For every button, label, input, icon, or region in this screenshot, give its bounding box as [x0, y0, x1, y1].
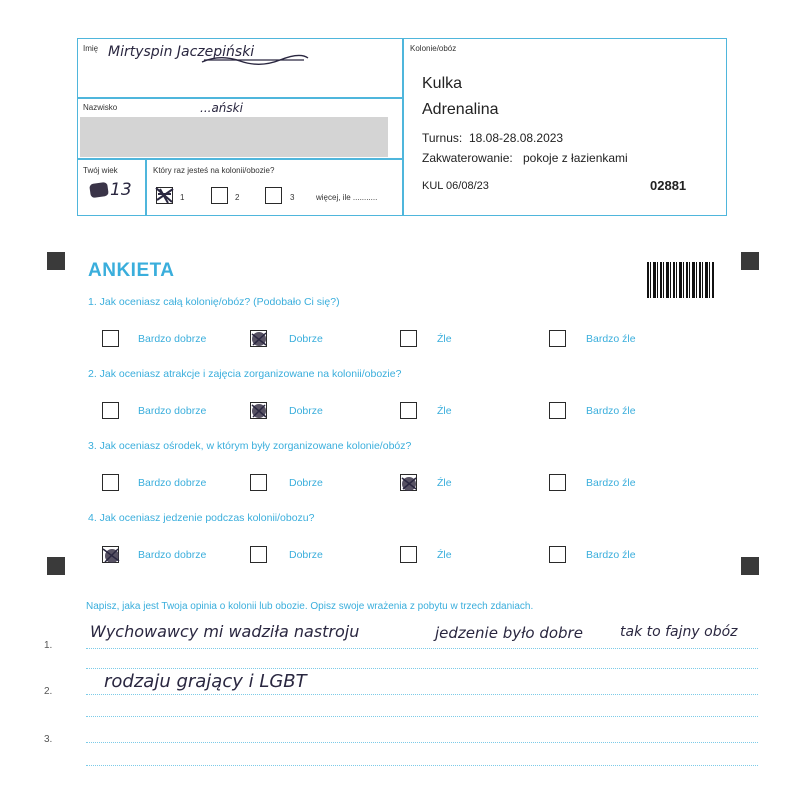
camp-name-2: Adrenalina: [422, 101, 499, 118]
q3-label-bardzo-dobrze: Bardzo dobrze: [138, 477, 207, 489]
question-4: 4. Jak oceniasz jedzenie podczas kolonii/obozu?: [88, 512, 315, 524]
turnus-label: Turnus:: [422, 131, 463, 145]
q4-option-dobrze[interactable]: [250, 546, 267, 563]
zakw-label: Zakwaterowanie:: [422, 151, 513, 165]
header-hline-1: [77, 97, 403, 99]
question-1: 1. Jak oceniasz całą kolonię/obóz? (Podobało Ci się?): [88, 296, 340, 308]
header-vline-age: [145, 158, 147, 216]
wiek-label: Twój wiek: [83, 166, 118, 175]
survey-title: ANKIETA: [88, 260, 175, 281]
redaction-block: [80, 117, 388, 157]
q1-label-zle: Źle: [437, 333, 452, 345]
header-hline-2: [77, 158, 403, 160]
answer-line-1b[interactable]: [86, 668, 758, 669]
question-3: 3. Jak oceniasz ośrodek, w którym były zorganizowane kolonie/obóz?: [88, 440, 412, 452]
q1-label-bardzo-zle: Bardzo źle: [586, 333, 636, 345]
wiek-field[interactable]: 13: [110, 180, 132, 200]
kolonie-label: Kolonie/obóz: [410, 44, 457, 53]
q2-check-scribble: [248, 400, 270, 422]
q1-option-zle[interactable]: [400, 330, 417, 347]
zakw-value: pokoje z łazienkami: [523, 151, 628, 165]
q4-label-zle: Źle: [437, 549, 452, 561]
q3-label-dobrze: Dobrze: [289, 477, 323, 489]
q4-option-bardzo-zle[interactable]: [549, 546, 566, 563]
q3-option-dobrze[interactable]: [250, 474, 267, 491]
ktory-scribble-1: [153, 184, 177, 206]
answer-line-2b[interactable]: [86, 716, 758, 717]
q4-check-scribble: [100, 544, 122, 566]
answer-line-2[interactable]: [86, 694, 758, 695]
q3-option-bardzo-dobrze[interactable]: [102, 474, 119, 491]
ktory-checkbox-2[interactable]: [211, 187, 228, 204]
barcode: [647, 262, 715, 298]
ktory-option-1: 1: [180, 193, 185, 202]
answer-line-1[interactable]: [86, 648, 758, 649]
ktory-option-2: 2: [235, 193, 240, 202]
registration-mark-br: [741, 557, 759, 575]
q1-option-bardzo-zle[interactable]: [549, 330, 566, 347]
answer-line-3[interactable]: [86, 742, 758, 743]
ktory-checkbox-3[interactable]: [265, 187, 282, 204]
camp-code: KUL 06/08/23: [422, 180, 489, 192]
q2-option-bardzo-zle[interactable]: [549, 402, 566, 419]
q1-label-dobrze: Dobrze: [289, 333, 323, 345]
q2-label-bardzo-zle: Bardzo źle: [586, 405, 636, 417]
registration-mark-bl: [47, 557, 65, 575]
answer-text-1a: Wychowawcy mi wadziła nastroju: [90, 622, 360, 641]
line-number-2: 2.: [44, 686, 53, 697]
registration-mark-tl: [47, 252, 65, 270]
question-2: 2. Jak oceniasz atrakcje i zajęcia zorganizowane na kolonii/obozie?: [88, 368, 402, 380]
registration-mark-tr: [741, 252, 759, 270]
answer-line-3b[interactable]: [86, 765, 758, 766]
line-number-1: 1.: [44, 640, 53, 651]
q3-label-bardzo-zle: Bardzo źle: [586, 477, 636, 489]
nazwisko-field[interactable]: ...ański: [200, 101, 243, 115]
q3-check-scribble: [398, 472, 420, 494]
q3-label-zle: Źle: [437, 477, 452, 489]
q3-option-bardzo-zle[interactable]: [549, 474, 566, 491]
strike-scribble: [200, 52, 310, 68]
q2-label-bardzo-dobrze: Bardzo dobrze: [138, 405, 207, 417]
form-number: 02881: [650, 178, 687, 193]
q2-option-zle[interactable]: [400, 402, 417, 419]
line-number-3: 3.: [44, 734, 53, 745]
answer-text-2: rodzaju grający i LGBT: [104, 671, 307, 692]
imie-label: Imię: [83, 44, 99, 53]
q1-label-bardzo-dobrze: Bardzo dobrze: [138, 333, 207, 345]
answer-text-1b: jedzenie było dobre: [435, 624, 583, 642]
header-divider: [402, 38, 404, 216]
q4-label-bardzo-dobrze: Bardzo dobrze: [138, 549, 207, 561]
q4-option-zle[interactable]: [400, 546, 417, 563]
q2-label-zle: Źle: [437, 405, 452, 417]
ktory-option-more: więcej, ile ...........: [316, 193, 378, 202]
answer-text-1c: tak to fajny obóz: [620, 624, 738, 640]
q1-check-scribble: [248, 328, 270, 350]
imie-field[interactable]: Mirtyspin Jaczepiński: [108, 44, 255, 60]
nazwisko-label: Nazwisko: [83, 103, 118, 112]
ktory-option-3: 3: [290, 193, 295, 202]
opinion-prompt: Napisz, jaka jest Twoja opinia o kolonii lub obozie. Opisz swoje wrażenia z pobytu w trzech zdaniach.: [86, 601, 534, 612]
camp-name-1: Kulka: [422, 75, 463, 92]
turnus-value: 18.08-28.08.2023: [469, 131, 564, 145]
q2-option-bardzo-dobrze[interactable]: [102, 402, 119, 419]
ktory-label: Który raz jesteś na kolonii/obozie?: [153, 166, 275, 175]
wiek-scribble: [89, 182, 109, 198]
q1-option-bardzo-dobrze[interactable]: [102, 330, 119, 347]
q2-label-dobrze: Dobrze: [289, 405, 323, 417]
q4-label-dobrze: Dobrze: [289, 549, 323, 561]
q4-label-bardzo-zle: Bardzo źle: [586, 549, 636, 561]
